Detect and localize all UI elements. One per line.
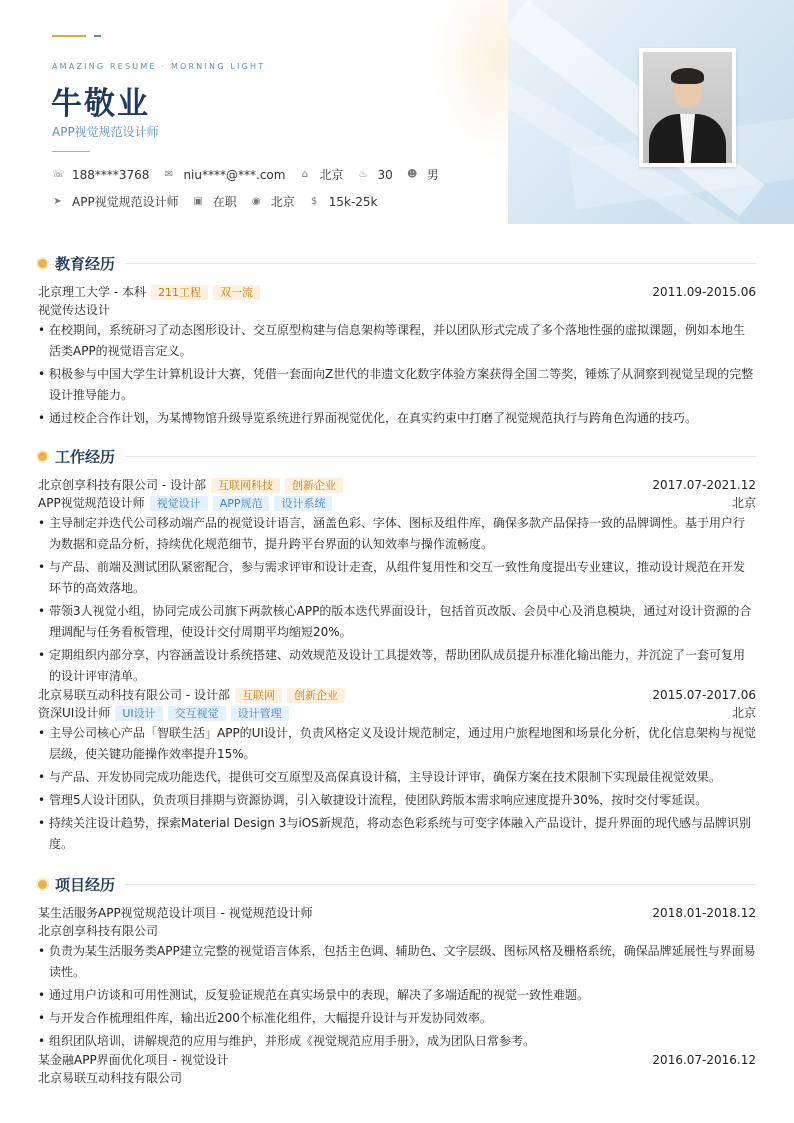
list-item: • 在校期间，系统研习了动态图形设计、交互原型构建与信息架构等课程，并以团队形式完成了多个落地性强的虚拟课题，例如本地生活类APP的视觉语言定义。 — [38, 320, 756, 362]
list-item: • 管理5人设计团队，负责项目排期与资源协调，引入敏捷设计流程，使团队跨版本需求响应速度提升30%，按时交付零延误。 — [38, 790, 756, 811]
school-name: 北京理工大学 - 本科 — [38, 285, 146, 299]
list-item: • 组织团队培训，讲解规范的应用与维护，并形成《视觉规范应用手册》，成为团队日常参考。 — [38, 1031, 756, 1052]
job-role-row — [38, 704, 756, 722]
gender-value: 男 — [426, 168, 439, 182]
list-item: • 带领3人视觉小组，协同完成公司旗下两款核心APP的版本迭代界面设计，包括首页改版、会员中心及消息模块，通过对设计资源的合理调配与任务看板管理，使设计交付周期平均缩短20%。 — [38, 601, 756, 643]
project-company: 北京创享科技有限公司 — [38, 924, 159, 938]
job-role: APP视觉规范设计师 — [38, 496, 145, 510]
project-company-row — [38, 922, 756, 940]
status-value: 在职 — [212, 195, 237, 209]
role-tag: 设计系统 — [274, 496, 332, 511]
work-heading — [38, 445, 756, 467]
candidate-title: APP视觉规范设计师 — [52, 125, 159, 139]
project-bullets — [38, 941, 756, 1052]
send-icon: ➤ — [53, 196, 62, 207]
job-bullets — [38, 513, 756, 687]
project-name: 某金融APP界面优化项目 - 视觉设计 — [38, 1053, 229, 1067]
contact-row — [52, 166, 453, 183]
salary-value: 15k-25k — [328, 194, 378, 209]
list-item: • 主导公司核心产品「智联生活」APP的UI设计，负责风格定义及设计规范制定，通过用户旅程地图和场景化分析，优化信息架构与视觉层级，使关键功能操作效率提升15%。 — [38, 723, 756, 765]
project-name: 某生活服务APP视觉规范设计项目 - 视觉规范设计师 — [38, 906, 313, 920]
company-tag: 互联网 — [235, 688, 282, 703]
list-item: • 通过校企合作计划，为某博物馆升级导览系统进行界面视觉优化，在真实约束中打磨了视觉规范执行与跨角色沟通的技巧。 — [38, 408, 756, 429]
education-major: 视觉传达设计 — [38, 303, 111, 317]
target-position-value: APP视觉规范设计师 — [72, 195, 179, 209]
profile-photo — [639, 48, 736, 167]
job-role: 资深UI设计师 — [38, 706, 111, 720]
job-period: 2017.07-2021.12 — [652, 478, 756, 492]
resume-header — [0, 0, 794, 224]
cake-icon: ♨ — [358, 169, 368, 180]
section-title: 工作经历 — [55, 447, 116, 466]
education-heading — [38, 252, 756, 274]
company-name: 北京易联互动科技有限公司 - 设计部 — [38, 688, 230, 702]
target-city-value: 北京 — [270, 195, 295, 209]
gender-item — [407, 166, 439, 183]
education-major-row — [38, 301, 756, 319]
list-item: • 与产品、开发协同完成功能迭代，提供可交互原型及高保真设计稿，主导设计评审，确保方案在技术限制下实现最佳视觉效果。 — [38, 767, 756, 788]
header-decoration-lines — [52, 35, 101, 37]
email-value: niu****@***.com — [183, 167, 286, 182]
job-city: 北京 — [731, 496, 756, 510]
job-role-row — [38, 494, 756, 512]
home-icon: ⌂ — [301, 169, 309, 180]
work-section — [38, 445, 756, 857]
list-item: • 负责为某生活服务类APP建立完整的视觉语言体系，包括主色调、辅助色、文字层级、图标风格及栅格系统，确保品牌延展性与界面易读性。 — [38, 941, 756, 983]
projects-section — [38, 873, 756, 1087]
job-period: 2015.07-2017.06 — [652, 688, 756, 702]
section-title: 教育经历 — [55, 254, 116, 273]
project-company: 北京易联互动科技有限公司 — [38, 1071, 183, 1085]
education-section — [38, 252, 756, 431]
phone-item — [52, 168, 149, 182]
section-dot-icon — [38, 259, 47, 268]
money-icon: $ — [311, 196, 318, 207]
location-pin-icon: ◉ — [251, 196, 261, 207]
location-item — [299, 166, 343, 183]
job-bullets — [38, 723, 756, 855]
project-company-row — [38, 1069, 756, 1087]
school-tag: 双一流 — [213, 285, 260, 300]
age-item — [357, 168, 392, 182]
title-underline — [52, 151, 90, 152]
list-item: • 与产品、前端及测试团队紧密配合，参与需求评审和设计走查，从组件复用性和交互一致性角度提出专业建议，推动设计规范在开发环节的高效落地。 — [38, 557, 756, 599]
list-item: • 持续关注设计趋势，探索Material Design 3与iOS新规范，将动态色彩系统与可变字体融入产品设计，提升界面的现代感与品牌识别度。 — [38, 813, 756, 855]
education-bullets — [38, 320, 756, 429]
role-tag: 视觉设计 — [150, 496, 208, 511]
school-tag: 211工程 — [151, 285, 208, 300]
list-item: • 与开发合作梳理组件库，输出近200个标准化组件，大幅提升设计与开发协同效率。 — [38, 1008, 756, 1029]
email-item — [163, 168, 285, 182]
candidate-name: 牛敬业 — [51, 86, 150, 122]
status-item — [193, 193, 237, 210]
list-item: • 积极参与中国大学生计算机设计大赛，凭借一套面向Z世代的非遗文化数字体验方案获得全国二等奖，锤炼了从洞察到视觉呈现的完整设计推导能力。 — [38, 364, 756, 406]
section-title: 项目经历 — [55, 875, 116, 894]
resume-tagline: AMAZING RESUME · MORNING LIGHT — [52, 62, 266, 71]
company-tag: 创新企业 — [285, 478, 343, 493]
project-period: 2016.07-2016.12 — [652, 1053, 756, 1067]
target-city-item — [251, 193, 295, 210]
phone-value: 188****3768 — [72, 167, 150, 182]
job-intent-row — [52, 193, 392, 210]
phone-icon: ☏ — [52, 169, 65, 180]
education-entry — [38, 283, 756, 301]
role-tag: 设计管理 — [231, 706, 289, 721]
role-tag: 交互视觉 — [168, 706, 226, 721]
briefcase-icon: ▣ — [193, 196, 203, 207]
target-position-item — [52, 193, 179, 210]
company-tag: 互联网科技 — [211, 478, 280, 493]
age-value: 30 — [377, 167, 393, 182]
education-period: 2011.09-2015.06 — [652, 285, 756, 299]
location-value: 北京 — [319, 168, 344, 182]
list-item: • 通过用户访谈和可用性测试，反复验证规范在真实场景中的表现，解决了多端适配的视觉一致性难题。 — [38, 985, 756, 1006]
project-row — [38, 1051, 756, 1069]
user-icon: ☻ — [407, 169, 418, 180]
list-item: • 定期组织内部分享，内容涵盖设计系统搭建、动效规范及设计工具提效等，帮助团队成员提升标准化输出能力，并沉淀了一套可复用的设计评审清单。 — [38, 645, 756, 687]
company-tag: 创新企业 — [287, 688, 345, 703]
project-period: 2018.01-2018.12 — [652, 906, 756, 920]
job-company-row — [38, 686, 756, 704]
job-company-row — [38, 476, 756, 494]
project-row — [38, 904, 756, 922]
salary-item — [309, 195, 378, 209]
role-tag: UI设计 — [115, 706, 162, 721]
section-dot-icon — [38, 880, 47, 889]
mail-icon: ✉ — [164, 169, 174, 180]
company-name: 北京创享科技有限公司 - 设计部 — [38, 478, 206, 492]
job-city: 北京 — [731, 706, 756, 720]
role-tag: APP规范 — [213, 496, 270, 511]
section-dot-icon — [38, 452, 47, 461]
projects-heading — [38, 873, 756, 895]
list-item: • 主导制定并迭代公司移动端产品的视觉设计语言，涵盖色彩、字体、图标及组件库，确保多款产品保持一致的品牌调性。基于用户行为数据和竞品分析，持续优化规范细节，提升跨平台界面的认知效率与操作流畅度。 — [38, 513, 756, 555]
